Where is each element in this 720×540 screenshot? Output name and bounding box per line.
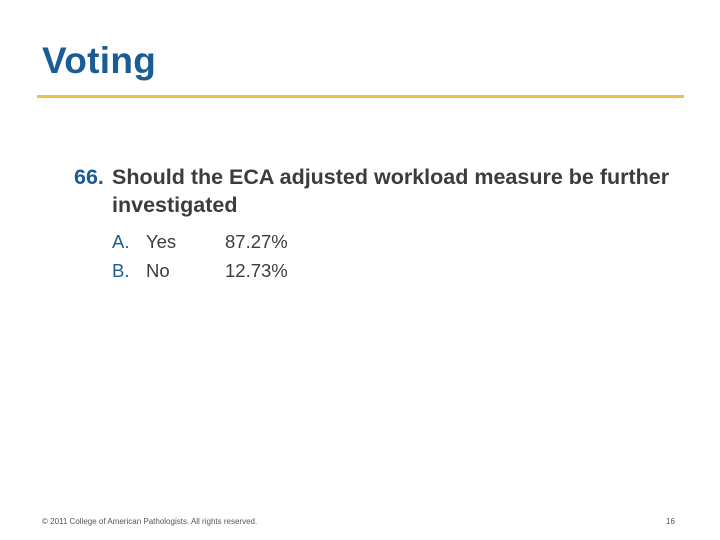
page-number: 16 — [666, 517, 675, 526]
question-text: Should the ECA adjusted workload measure be further investigated — [112, 165, 670, 217]
answer-percentage: 12.73% — [225, 260, 288, 281]
slide-title: Voting — [42, 40, 157, 81]
question-number: 66. — [74, 165, 104, 189]
answer-option-a — [112, 227, 412, 256]
answer-percentage: 87.27% — [225, 231, 288, 252]
answer-letter: A. — [112, 231, 130, 252]
footer-copyright: © 2011 College of American Pathologists. All rights reserved. — [42, 517, 258, 526]
answer-letter: B. — [112, 260, 130, 281]
answer-label: Yes — [146, 231, 177, 252]
title-divider — [37, 95, 684, 98]
answer-label: No — [146, 260, 170, 281]
answer-option-b — [112, 256, 412, 285]
question — [74, 163, 674, 219]
answer-list — [112, 227, 412, 285]
